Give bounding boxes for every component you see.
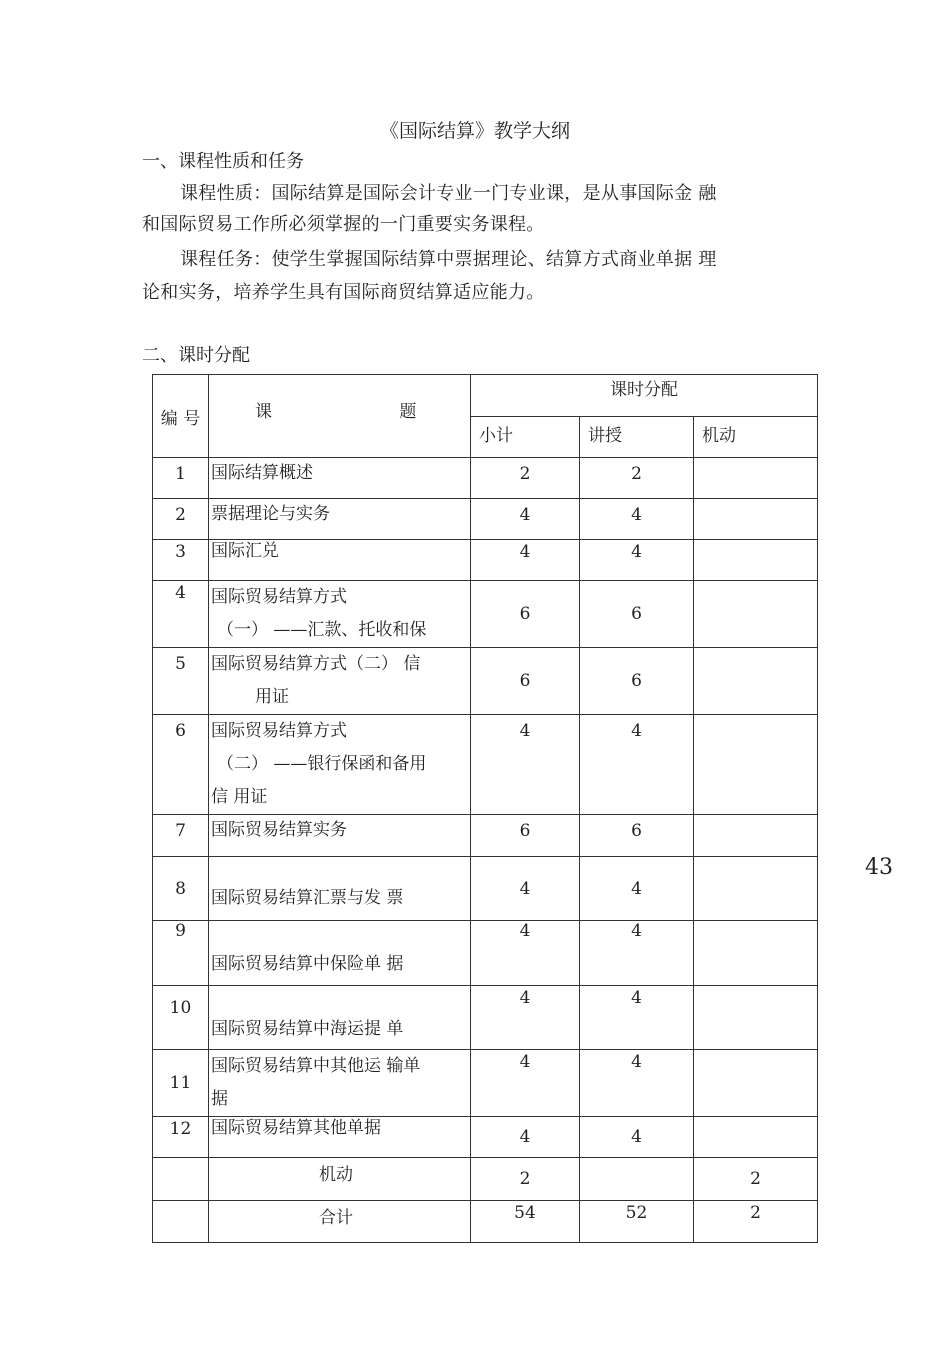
table-row: [153, 648, 818, 715]
table-header-row: [153, 375, 818, 417]
row-subtotal: 6: [471, 815, 580, 857]
row-topic-line2: （一） ——汇款、托收和保: [217, 620, 427, 640]
header-topic: [209, 375, 471, 458]
row-num: 3: [153, 540, 209, 581]
row-lecture: 4: [580, 921, 694, 986]
row-subtotal: 6: [471, 648, 580, 715]
header-hours-group: 课时分配: [471, 375, 818, 417]
row-subtotal: 6: [471, 581, 580, 648]
row-num: 9: [153, 921, 209, 986]
row-lecture: 4: [580, 715, 694, 815]
row-topic: 国际贸易结算中保险单 据: [209, 921, 471, 986]
row-lecture: 4: [580, 540, 694, 581]
row-flexible: [694, 1117, 818, 1158]
row-num: 5: [153, 648, 209, 715]
document-title: 《国际结算》教学大纲: [379, 120, 570, 142]
row-topic: [209, 715, 471, 815]
row-num: 4: [153, 581, 209, 648]
row-flexible: [694, 540, 818, 581]
row-topic: 机动: [209, 1158, 471, 1201]
row-num: 6: [153, 715, 209, 815]
row-flexible: [694, 921, 818, 986]
row-num: 1: [153, 458, 209, 499]
row-subtotal: 2: [471, 1158, 580, 1201]
row-topic: 国际贸易结算其他单据: [209, 1117, 471, 1158]
row-subtotal: 4: [471, 986, 580, 1050]
row-flexible: 2: [694, 1158, 818, 1201]
row-num: 11: [153, 1050, 209, 1117]
section2-heading: 二、课时分配: [142, 345, 250, 366]
row-lecture: 4: [580, 986, 694, 1050]
page-number: 43: [865, 855, 893, 880]
row-lecture: 4: [580, 499, 694, 540]
row-flexible: [694, 458, 818, 499]
row-lecture: 4: [580, 1117, 694, 1158]
row-flexible: 2: [694, 1201, 818, 1243]
table-row-flexible: [153, 1158, 818, 1201]
course-nature-line2: 和国际贸易工作所必须掌握的一门重要实务课程。: [142, 214, 545, 235]
row-flexible: [694, 648, 818, 715]
row-topic-line2: 据: [211, 1089, 228, 1109]
row-flexible: [694, 815, 818, 857]
header-lecture: 讲授: [580, 417, 694, 458]
table-row: [153, 921, 818, 986]
table-row: [153, 458, 818, 499]
row-topic: 合计: [209, 1201, 471, 1243]
header-subtotal: 小计: [471, 417, 580, 458]
row-subtotal: 4: [471, 540, 580, 581]
row-topic: 国际汇兑: [209, 540, 471, 581]
row-num: 2: [153, 499, 209, 540]
row-flexible: [694, 986, 818, 1050]
table-row: [153, 715, 818, 815]
row-num: 12: [153, 1117, 209, 1158]
row-num: 8: [153, 857, 209, 921]
table-row-total: [153, 1201, 818, 1243]
table-row: [153, 1050, 818, 1117]
row-num-empty: [153, 1201, 209, 1243]
row-num-empty: [153, 1158, 209, 1201]
row-num: 10: [153, 986, 209, 1050]
table-row: [153, 581, 818, 648]
row-lecture: 52: [580, 1201, 694, 1243]
table-row: [153, 540, 818, 581]
row-topic: 票据理论与实务: [209, 499, 471, 540]
row-subtotal: 4: [471, 715, 580, 815]
row-topic-line1: 国际贸易结算方式: [211, 587, 347, 607]
table-row: [153, 986, 818, 1050]
row-lecture: 4: [580, 857, 694, 921]
row-lecture: 6: [580, 648, 694, 715]
row-flexible: [694, 715, 818, 815]
row-lecture: 2: [580, 458, 694, 499]
row-topic-line1: 国际贸易结算方式（二） 信: [211, 654, 421, 674]
row-flexible: [694, 499, 818, 540]
row-topic: 国际贸易结算实务: [209, 815, 471, 857]
row-subtotal: 4: [471, 1117, 580, 1158]
header-flexible: 机动: [694, 417, 818, 458]
row-lecture: 6: [580, 815, 694, 857]
course-task-line1: 课程任务：使学生掌握国际结算中票据理论、结算方式商业单据 理: [180, 249, 717, 270]
row-topic-line1: 国际贸易结算中其他运 输单: [211, 1056, 421, 1076]
row-flexible: [694, 857, 818, 921]
row-topic-line1: 国际贸易结算方式: [211, 721, 347, 741]
row-topic: [209, 1050, 471, 1117]
table-row: [153, 815, 818, 857]
header-num: 编 号: [153, 375, 209, 458]
course-nature-line1: 课程性质：国际结算是国际会计专业一门专业课，是从事国际金 融: [180, 183, 717, 204]
row-subtotal: 4: [471, 921, 580, 986]
row-topic: 国际结算概述: [209, 458, 471, 499]
row-topic: [209, 581, 471, 648]
table-row: [153, 499, 818, 540]
row-flexible: [694, 1050, 818, 1117]
row-subtotal: 4: [471, 857, 580, 921]
table-row: [153, 857, 818, 921]
row-topic: 国际贸易结算中海运提 单: [209, 986, 471, 1050]
row-subtotal: 54: [471, 1201, 580, 1243]
row-lecture: 4: [580, 1050, 694, 1117]
row-lecture: [580, 1158, 694, 1201]
row-topic: 国际贸易结算汇票与发 票: [209, 857, 471, 921]
hours-allocation-table: [152, 374, 818, 1243]
course-task-line2: 论和实务，培养学生具有国际商贸结算适应能力。: [142, 282, 545, 303]
row-subtotal: 4: [471, 1050, 580, 1117]
row-flexible: [694, 581, 818, 648]
row-topic-line3: 信 用证: [211, 787, 268, 807]
row-topic-line2: （二） ——银行保函和备用: [217, 754, 427, 774]
row-subtotal: 2: [471, 458, 580, 499]
row-num: 7: [153, 815, 209, 857]
table-row: [153, 1117, 818, 1158]
row-lecture: 6: [580, 581, 694, 648]
section1-heading: 一、课程性质和任务: [142, 151, 304, 172]
row-topic-line2: 用证: [255, 687, 289, 707]
header-topic-b: 题: [399, 402, 417, 422]
row-topic: [209, 648, 471, 715]
row-subtotal: 4: [471, 499, 580, 540]
header-topic-a: 课: [255, 402, 272, 422]
